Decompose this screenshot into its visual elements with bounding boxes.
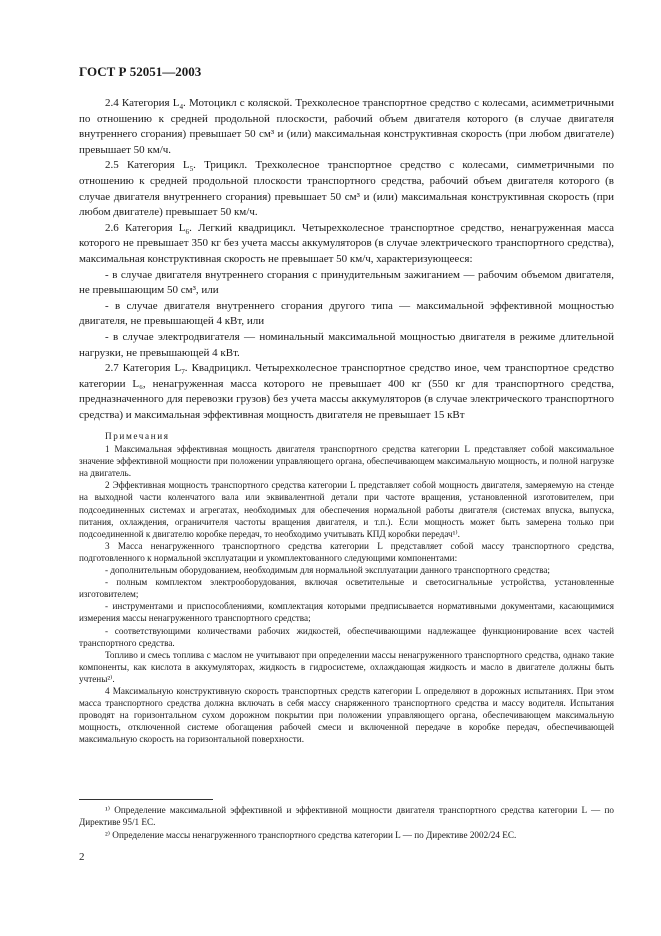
page-number: 2 (79, 851, 85, 863)
footnotes (79, 804, 614, 841)
footnote-item: ²⁾ Определение массы ненагруженного транспортного средства категории L — по Директиве 2002/24 ЕС. (105, 829, 517, 840)
note-item: - дополнительным оборудованием, необходимым для нормальной эксплуатации данного транспортного средства; (105, 565, 550, 576)
document-header: ГОСТ Р 52051—2003 (79, 64, 202, 79)
note-item: 1 Максимальная эффективная мощность двигателя транспортного средства категории L представляет собой максимальное значение эффективной мощности при положении управляющего органа, обеспечивающем максимальную мощность, и полной нагрузке на двигатель. (79, 444, 614, 479)
notes-title: Примечания (105, 431, 170, 441)
note-item: - соответствующими количествами рабочих жидкостей, обеспечивающими надлежащее функционирование всех частей транспортного средства. (79, 625, 614, 648)
paragraph-2-4: 2.4 Категория $L_4$. Мотоцикл с коляской. Трехколесное транспортное средство с колесами, асимметричными по отношению к средней продольной плоскости, рабочий объем двигателя которого (в случае двигателя внутреннего сгорания) превышает 50 см³ и (или) максимальная конструктивная скорость (при любом двигателе) превышает 50 км/ч. (79, 97, 614, 156)
footnote-item: ¹⁾ Определение максимальной эффективной и эффективной мощности двигателя транспортного средства категории L — по Директиве 95/1 ЕС. (79, 805, 614, 828)
note-item: - полным комплектом электрооборудования, включая осветительные и светосигнальные устройства, установленные изготовителем; (79, 577, 614, 600)
paragraph-2-7: 2.7 Категория $L_7$. Квадрицикл. Четырехколесное транспортное средство иное, чем транспортное средство категории L₆, ненагруженная масса которого не превышает 400 кг (550 кг для транспортного средства, предназначенного для перевозки грузов) без учета массы аккумуляторов (в случае электрического транспортного средства) и максимальная эффективная мощность двигателя не превышает 15 кВт (79, 362, 614, 421)
main-text (79, 96, 614, 423)
note-item: 4 Максимальную конструктивную скорость транспортных средств категории L определяют в дорожных испытаниях. При этом масса транспортного средства должна включать в себя массу снаряженного транспортного средства и массу водителя. Испытания проводят на горизонтальном сухом дорожном покрытии при положении управляющего органа, обеспечивающем максимальную мощность, отключенной системе обогащения рабочей смеси и включенной передаче в коробке передач, обеспечивающей максимальную скорость на горизонтальной поверхности. (79, 685, 614, 745)
list-item: - в случае электродвигателя — номинальный максимальной мощностью двигателя в режиме длительной нагрузки, не превышающей 4 кВт. (79, 330, 614, 359)
list-item: - в случае двигателя внутреннего сгорания другого типа — максимальной эффективной мощностью двигателя, не превышающей 4 кВт, или (79, 299, 614, 328)
paragraph-2-6: 2.6 Категория $L_6$. Легкий квадрицикл. Четырехколесное транспортное средство, ненагруженная масса которого не превышает 350 кг без учета массы аккумуляторов (в случае электрического транспортного средства), максимальная конструктивная скорость не превышает 50 км/ч, характеризующееся: (79, 221, 615, 265)
note-item: Топливо и смесь топлива с маслом не учитывают при определении массы ненагруженного транспортного средства, однако такие компоненты, как кислота в аккумуляторах, жидкость в гидросистеме, охлаждающая жидкость и масло в двигателе должны быть учтены²⁾. (79, 649, 614, 684)
paragraph-2-5: 2.5 Категория $L_5$. Трицикл. Трехколесное транспортное средство с колесами, симметричными по отношению к средней продольной плоскости транспортного средства, рабочий объем двигателя которого (в случае двигателя внутреннего сгорания) превышает 50 см³ и (или) максимальная конструктивная скорость (при любом двигателе) превышает 50 км/ч. (79, 159, 614, 219)
notes-section (79, 430, 614, 745)
footnote-divider (79, 799, 213, 800)
note-item: 2 Эффективная мощность транспортного средства категории L представляет собой мощность двигателя, замеряемую на стенде на выходной части коленчатого вала или эквивалентной детали при частоте вращения, установленной изготовителем, при подсоединенных системах и агрегатах, необходимых для обеспечения нормальной работы двигателя (системах впуска, выпуска, питания, охлаждения, ограничителя частоты вращения двигателя, и т.п.). Если мощность может быть замерена только при подсоединенной к двигателю коробке передач, то необходимо учитывать КПД коробки передач¹⁾. (79, 480, 614, 539)
note-item: 3 Масса ненагруженного транспортного средства категории L представляет собой массу транспортного средства, подготовленного к нормальной эксплуатации и укомплектованного следующими компонентами: (79, 540, 614, 563)
list-item: - в случае двигателя внутреннего сгорания с принудительным зажиганием — рабочим объемом двигателя, не превышающим 50 см³, или (79, 268, 614, 297)
note-item: - инструментами и приспособлениями, комплектация которыми предписывается нормативными документами, касающимися измерения массы ненагруженного транспортного средства; (79, 601, 614, 624)
